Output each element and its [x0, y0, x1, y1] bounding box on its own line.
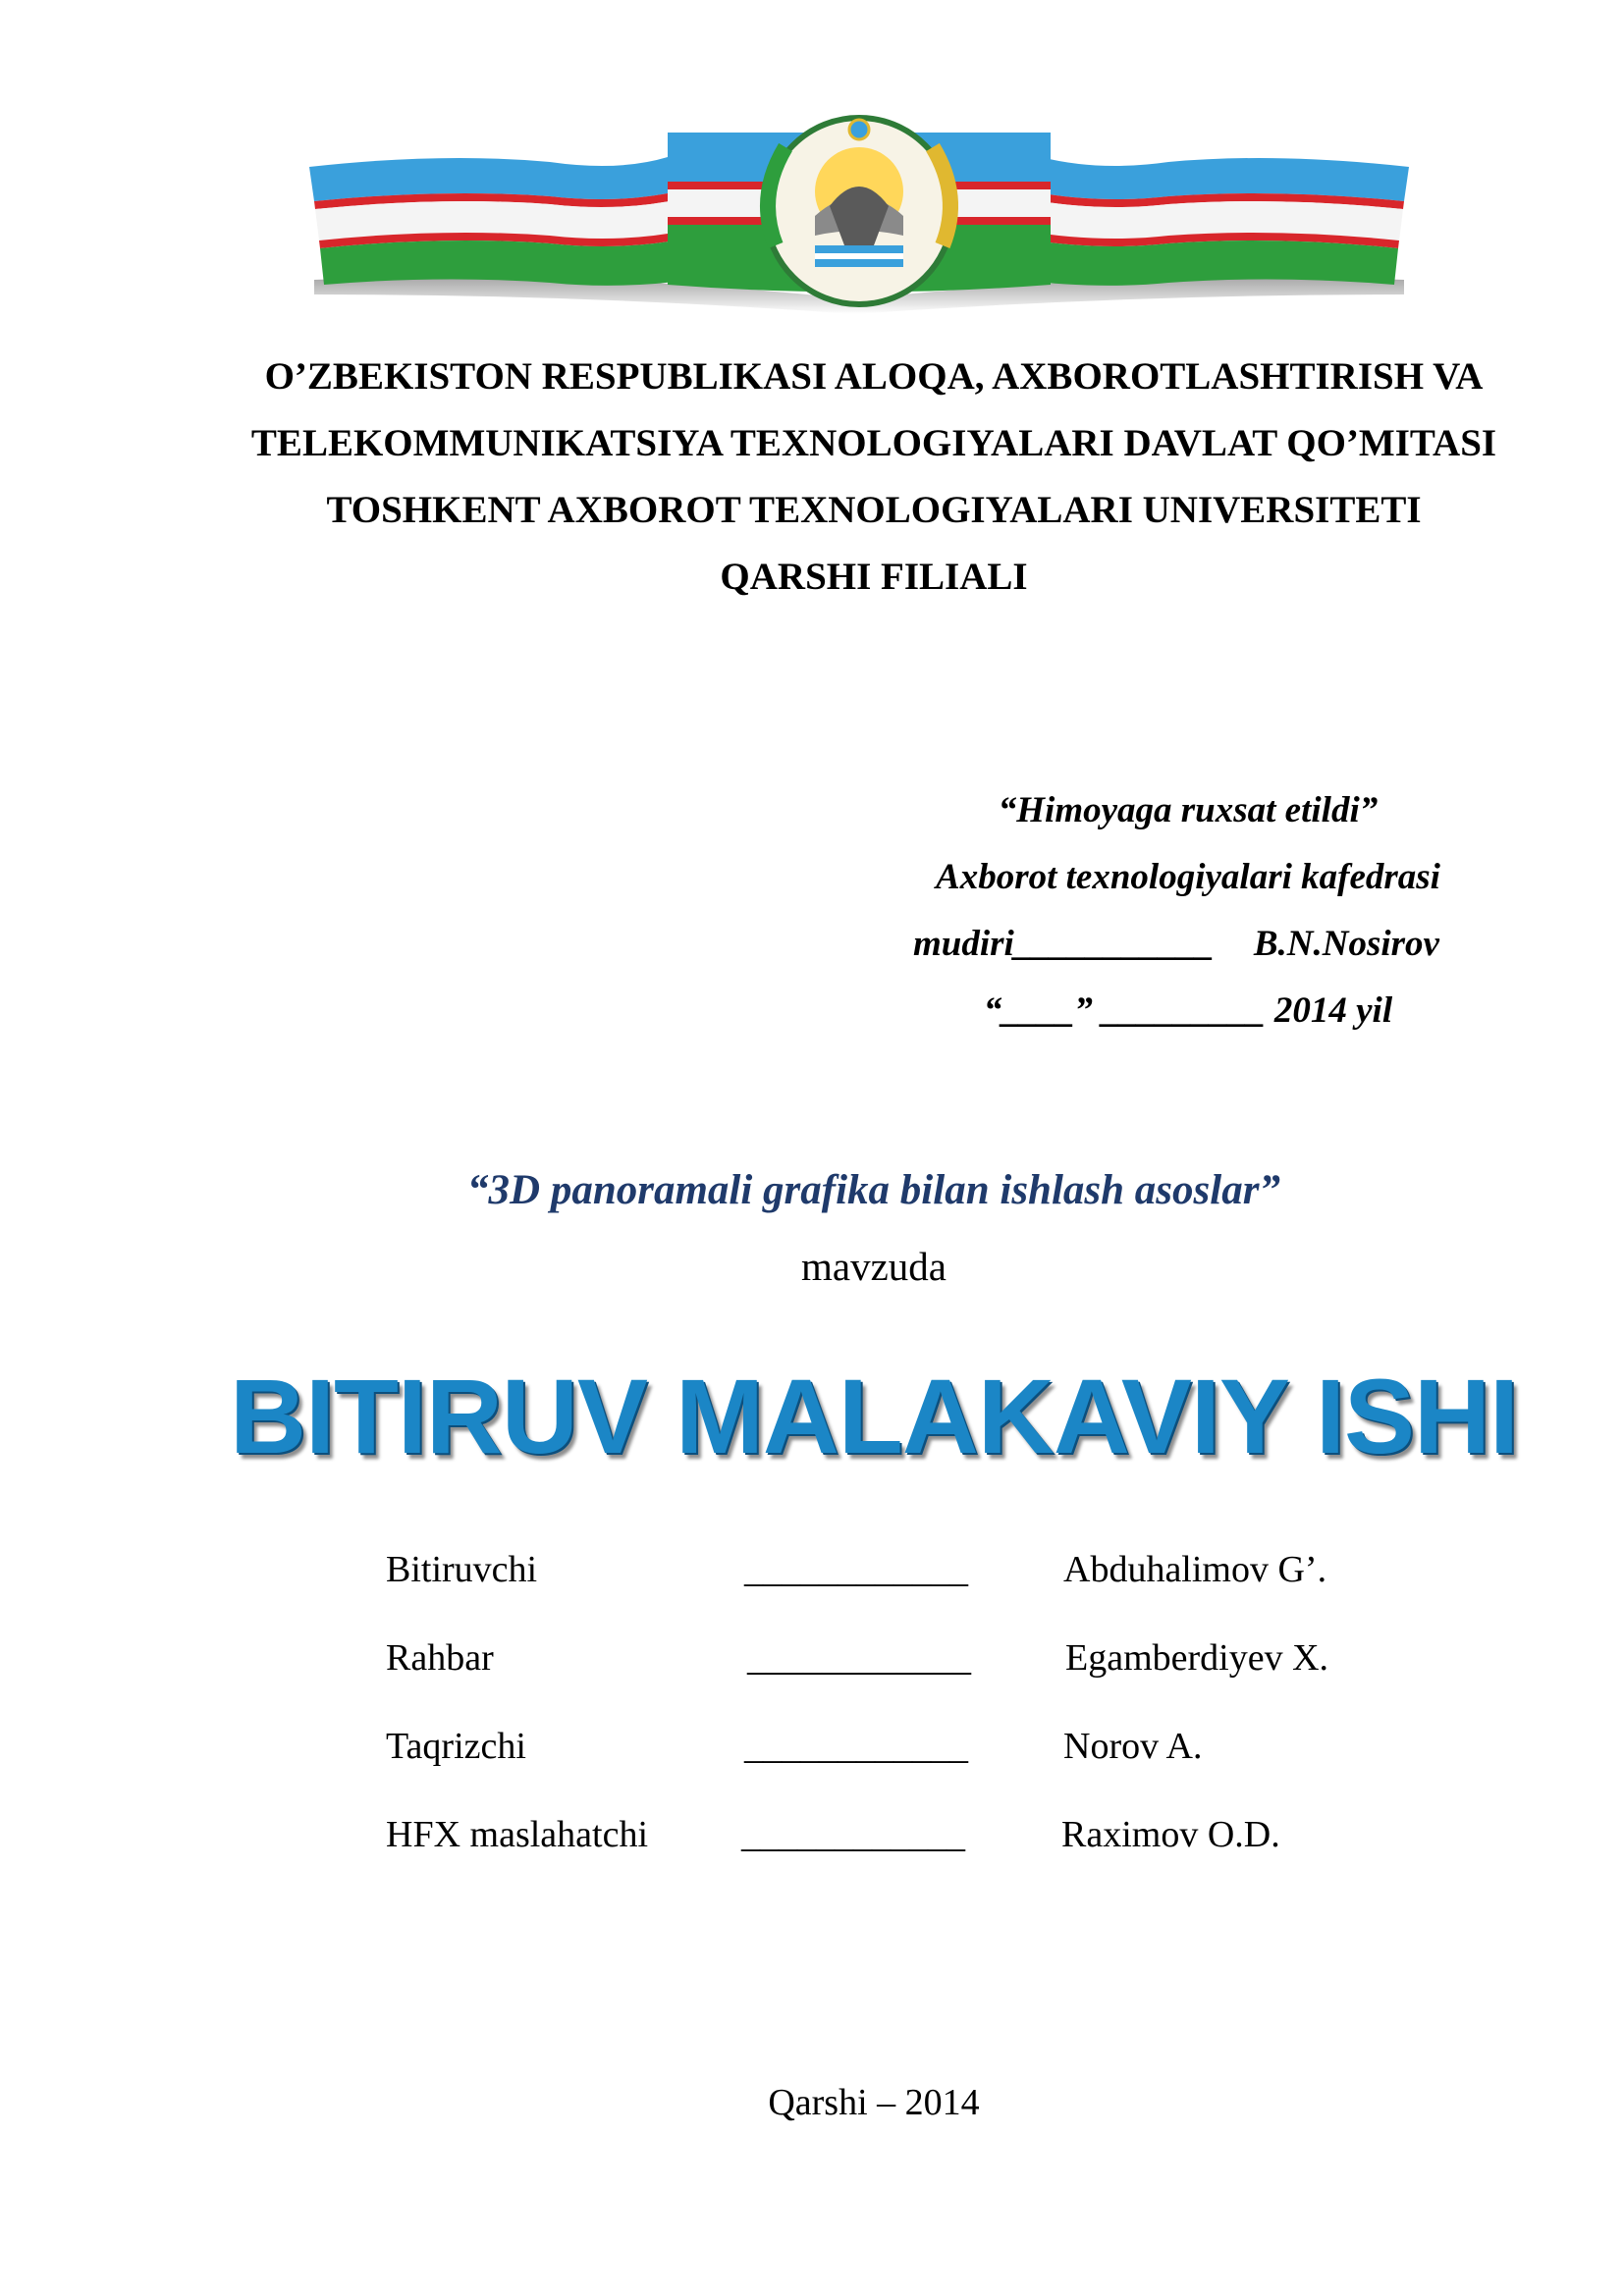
signature-role: Taqrizchi	[386, 1726, 526, 1767]
approval-date: “____” _________ 2014 yil	[983, 990, 1393, 1031]
approval-head-label: mudiri___________	[913, 924, 1215, 964]
approval-block	[913, 777, 1463, 1044]
signature-name: Norov A.	[1063, 1726, 1203, 1767]
signature-line: ____________	[747, 1637, 971, 1679]
approval-department: Axborot texnologiyalari kafedrasi	[936, 857, 1440, 897]
document-title: BITIRUV MALAKAVIY ISHI	[229, 1357, 1519, 1475]
header-line: TOSHKENT AXBOROT TEXNOLOGIYALARI UNIVERSITETI	[326, 489, 1422, 531]
thesis-topic: “3D panoramali grafika bilan ishlash asoslar”	[467, 1167, 1280, 1213]
header-line: QARSHI FILIALI	[720, 556, 1028, 598]
signature-name: Abduhalimov G’.	[1063, 1549, 1327, 1590]
signature-line: ____________	[741, 1814, 965, 1855]
signature-name: Egamberdiyev X.	[1065, 1637, 1329, 1679]
state-emblem-icon	[295, 98, 1424, 314]
header-line: TELEKOMMUNIKATSIYA TEXNOLOGIYALARI DAVLAT QO’MITASI	[250, 422, 1497, 464]
approval-title: “Himoyaga ruxsat etildi”	[998, 790, 1379, 830]
place-and-year: Qarshi – 2014	[768, 2082, 980, 2123]
approval-head-name: B.N.Nosirov	[1253, 924, 1439, 964]
signature-role: HFX maslahatchi	[386, 1814, 649, 1855]
signature-role: Rahbar	[386, 1637, 494, 1679]
approval-signature-line	[913, 911, 1463, 978]
signature-name: Raximov O.D.	[1061, 1814, 1280, 1855]
signature-role: Bitiruvchi	[386, 1549, 538, 1590]
topic-suffix: mavzuda	[801, 1244, 947, 1289]
header-line: O’ZBEKISTON RESPUBLIKASI ALOQA, AXBOROTLASHTIRISH VA	[264, 355, 1484, 398]
signature-line: ____________	[744, 1549, 968, 1590]
signature-line: ____________	[744, 1726, 968, 1767]
institution-header	[0, 344, 1623, 611]
